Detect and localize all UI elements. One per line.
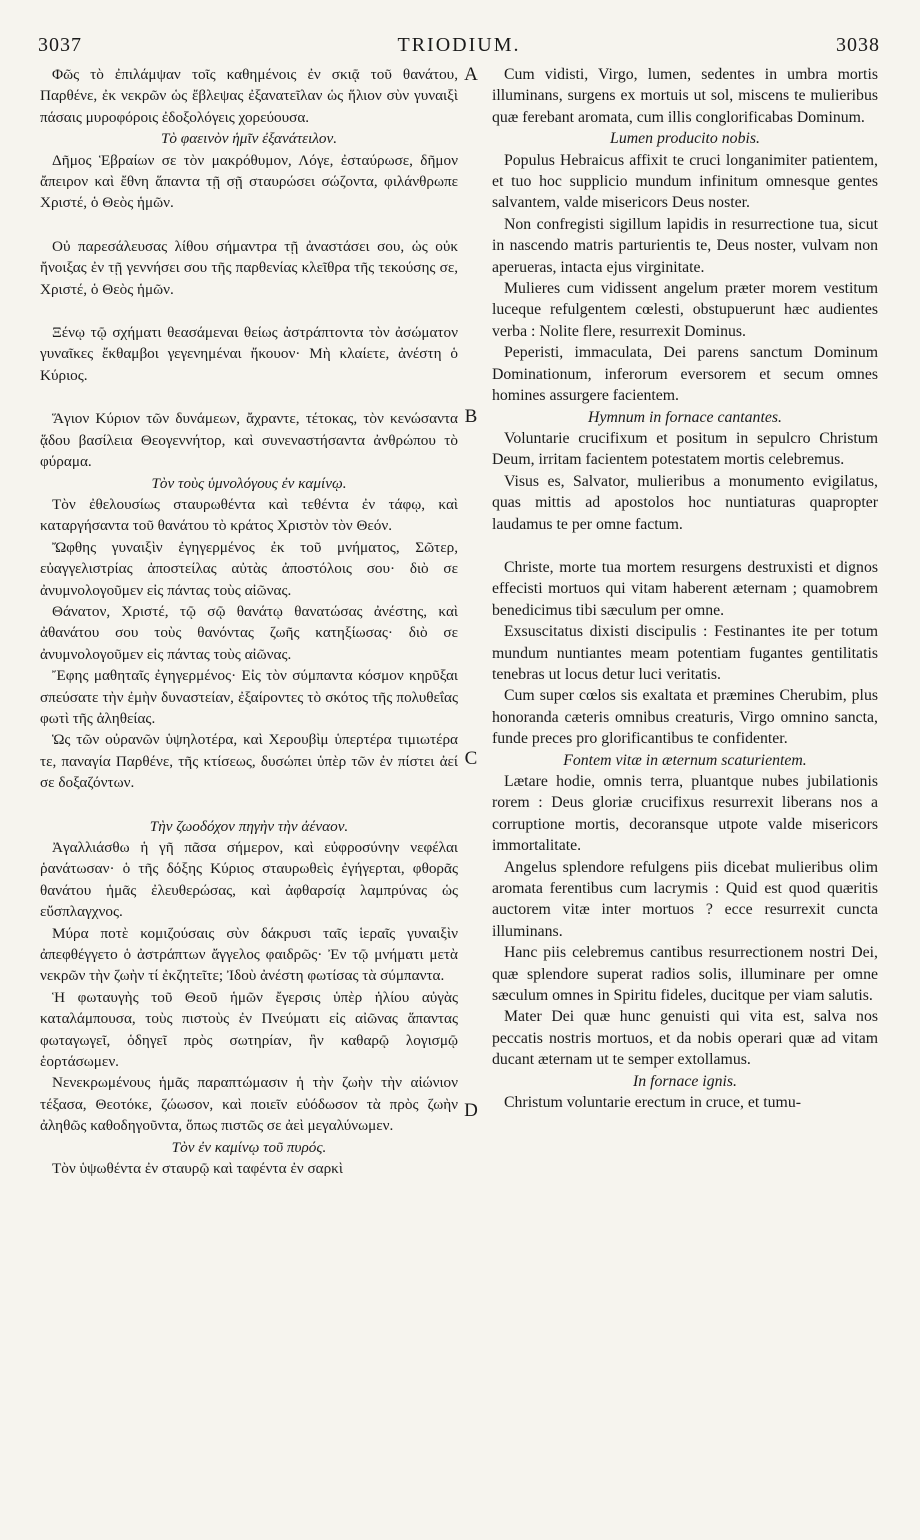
latin-paragraph: Exsuscitatus dixisti discipulis : Festinantes ite per totum mundum nuntiantes meam potentiam fugantes gentilitatis tenebras ut locus detur luci veritatis.	[492, 623, 878, 683]
latin-paragraph: Peperisti, immaculata, Dei parens sanctum Dominum Dominationum, inferorum eversorem et secum omnes homines assurgere facientem.	[492, 344, 878, 405]
greek-paragraph: Τὸν ἐθελουσίως σταυρωθέντα καὶ τεθέντα ἐν τάφῳ, καὶ καταργήσαντα τοῦ θανάτου τὸ κράτος Χριστὸν τὸν Θεόν.	[40, 495, 458, 535]
greek-paragraph: Νενεκρωμένους ἡμᾶς παραπτώμασιν ἡ τὴν ζωὴν τὴν αἰώνιον τέξασα, Θεοτόκε, ζώωσον, καὶ ποιεῖν εὐόδωσον τὰ πρὸς ζωὴν ἀληθῶς καθοδηγοῦντα, ὅπως πιστῶς σε ἀεὶ μεγαλύνωμεν.	[40, 1074, 458, 1135]
latin-paragraph: Non confregisti sigillum lapidis in resurrectione tua, sicut in nascendo matris parturientis te, Deus noster, vulvam non aperueras, intacta ejus virginitate.	[492, 215, 878, 276]
greek-paragraph: Τὸν ὑψωθέντα ἐν σταυρῷ καὶ ταφέντα ἐν σαρκὶ	[52, 1160, 343, 1178]
greek-column	[40, 64, 458, 1180]
latin-paragraph: Lætare hodie, omnis terra, pluantque nubes jubilationis rorem : Deus gloriæ crucifixus resurrexit liberans nos a corruptione mortis, decoransque utpote valde misericors immortalitate.	[492, 773, 878, 855]
section-marker-b: B	[464, 406, 478, 427]
greek-paragraph: Οὐ παρεσάλευσας λίθου σήμαντρα τῇ ἀναστάσει σου, ὡς οὐκ ἤνοιξας ἐν τῇ γεννήσει σου τῆς παρθενίας κλεῖθρα τῆς τεκούσης σε, Χριστέ, ὁ Θεὸς ἡμῶν.	[40, 237, 458, 298]
latin-heading: Lumen producito nobis.	[610, 130, 760, 148]
greek-paragraph: Ἅγιον Κύριον τῶν δυνάμεων, ἄχραντε, τέτοκας, τὸν κενώσαντα ᾅδου βασίλεια Θεογεννήτορ, καὶ συνεναστήσαντα ἀνθρώπου τὸ φύραμα.	[40, 410, 458, 471]
greek-paragraph: Φῶς τὸ ἐπιλάμψαν τοῖς καθημένοις ἐν σκιᾷ τοῦ θανάτου, Παρθένε, ἐκ νεκρῶν ὡς ἔβλεψας ἐξανατεῖλαν ὡς ἥλιον σὺν γυναιξὶ πάσαις μυροφόροις ἐδοξολόγεις χορεύουσα.	[40, 66, 458, 126]
greek-paragraph: Ἔφης μαθηταῖς ἐγηγερμένος· Εἰς τὸν σύμπαντα κόσμον κηρῦξαι σπεύσατε τὴν ἐμὴν δυναστείαν, ἐξαίροντες τὸ σκότος τῆς πολυθεΐας φωτὶ τῆς ἀληθείας.	[40, 667, 458, 727]
latin-column	[492, 64, 878, 1114]
greek-heading: Τὸν τοὺς ὑμνολόγους ἐν καμίνῳ.	[151, 474, 347, 492]
latin-paragraph: Populus Hebraicus affixit te cruci longanimiter patientem, et tuo hoc supplicio mundum infinitum omnesque gentes salvantem, valde misericors Deus noster.	[492, 151, 878, 212]
greek-heading: Τὴν ζωοδόχον πηγὴν τὴν ἀέναον.	[149, 817, 349, 835]
latin-heading: In fornace ignis.	[633, 1072, 737, 1090]
page-number-left: 3037	[38, 34, 82, 56]
latin-paragraph: Christe, morte tua mortem resurgens destruxisti et dignos effecisti mortuos qui vitam haberent æternam ; quamobrem benedicimus tibi sæculum per omne.	[492, 558, 878, 619]
latin-paragraph: Hanc piis celebremus cantibus resurrectionem nostri Dei, quæ splendore superat radios solis, illuminare per omne sæculum omnes in Spiritu fideles, ducitque per viam salutis.	[492, 944, 878, 1005]
spacer	[40, 300, 458, 322]
latin-heading: Hymnum in fornace cantantes.	[588, 408, 782, 426]
greek-paragraph: Ξένῳ τῷ σχήματι θεασάμεναι θείως ἀστράπτοντα τὸν ἀσώματον γυναῖκες ἔκθαμβοι γεγενημέναι ἤκουον· Μὴ κλαίετε, ἀνέστη ὁ Κύριος.	[40, 324, 458, 384]
latin-paragraph: Voluntarie crucifixum et positum in sepulcro Christum Deum, irritam facientem potestatem mortis celebremus.	[492, 429, 878, 469]
greek-paragraph: Θάνατον, Χριστέ, τῷ σῷ θανάτῳ θανατώσας ἀνέστης, καὶ ἀθανάτου σου τοὺς θανόντας ζωῆς κατηξίωσας· διὸ σε ἀνυμνολογοῦμεν εἰς πάντας τοὺς αἰῶνας.	[40, 602, 458, 663]
latin-paragraph: Mater Dei quæ hunc genuisti qui vita est, salva nos peccatis nostris mortuos, et da nobis operari quæ ad vitam ducant æternam ut te semper extollamus.	[492, 1008, 878, 1069]
page-number-right: 3038	[836, 34, 880, 56]
latin-paragraph: Cum super cœlos sis exaltata et præmines Cherubim, plus honoranda cæteris omnibus creaturis, Virgo omnino sancta, funde preces pro glorificantibus te confidenter.	[492, 687, 878, 748]
running-title: TRIODIUM.	[397, 34, 521, 56]
latin-paragraph: Christum voluntarie erectum in cruce, et tumu-	[504, 1094, 801, 1112]
latin-paragraph: Cum vidisti, Virgo, lumen, sedentes in umbra mortis illuminans, surgens ex mortuis ut sol, miscens te mulieribus quæ ferebant aromata, cum illis conglorificabas Dominum.	[492, 66, 878, 126]
greek-heading: Τὸ φαεινὸν ἡμῖν ἐξανάτειλον.	[160, 130, 338, 148]
section-marker-d: D	[464, 1100, 478, 1121]
running-header	[38, 34, 880, 60]
latin-paragraph: Angelus splendore refulgens piis dicebat mulieribus olim aromata ferentibus cum lacrymis : Quid est quod quæritis auctorem vitæ inter mortuos ? ecce resurrexit cuncta illuminans.	[492, 858, 878, 940]
latin-heading: Fontem vitæ in æternum scaturientem.	[563, 751, 807, 769]
spacer	[40, 214, 458, 236]
greek-paragraph: Δῆμος Ἑβραίων σε τὸν μακρόθυμον, Λόγε, ἐσταύρωσε, δῆμον ἄπειρον καὶ ἔθνη ἅπαντα τῇ σῇ σταυρώσει σώζοντα, φιλάνθρωπε Χριστέ, ὁ Θεὸς ἡμῶν.	[40, 151, 458, 212]
latin-paragraph: Mulieres cum vidissent angelum præter morem vestitum luceque refulgentem cœlesti, obstupuerunt hæc audientes verba : Nolite flere, resurrexit Dominus.	[492, 280, 878, 340]
greek-paragraph: Ἡ φωταυγὴς τοῦ Θεοῦ ἡμῶν ἔγερσις ὑπὲρ ἡλίου αὐγὰς καταλάμπουσα, τοὺς πιστοὺς ἐν Πνεύματι εἰς αἰῶνας ἅπαντας φωταγωγεῖ, ὁδηγεῖ πρὸς σωτηρίαν, ἣν καθαρῷ λογισμῷ ἑορτάσωμεν.	[40, 988, 458, 1071]
spacer	[492, 535, 878, 557]
section-marker-c: C	[464, 748, 478, 769]
greek-heading: Τὸν ἐν καμίνῳ τοῦ πυρός.	[171, 1138, 327, 1156]
greek-paragraph: Ὡς τῶν οὐρανῶν ὑψηλοτέρα, καὶ Χερουβὶμ ὑπερτέρα τιμιωτέρα τε, παναγία Παρθένε, τῆς κτίσεως, δυσώπει ὑπὲρ τῶν ἐν πίστει ἀεί σε δοξαζόντων.	[40, 731, 458, 792]
greek-paragraph: Ἀγαλλιάσθω ἡ γῆ πᾶσα σήμερον, καὶ εὐφροσύνην νεφέλαι ῥανάτωσαν· ὁ τῆς δόξης Κύριος σταυρωθεὶς ἐγήγερται, φθορᾶς θανάτου ἡμᾶς ἐλευθερώσας, καὶ ἀφθαρσίᾳ λαμπρύνας ὡς εὔσπλαγχνος.	[40, 839, 458, 921]
greek-paragraph: Ὤφθης γυναιξὶν ἐγηγερμένος ἐκ τοῦ μνήματος, Σῶτερ, εὐαγγελιστρίας ἀποστείλας αὐτὰς ἀποστόλοις σου· διὸ σε ἀνυμνολογοῦμεν εἰς πάντας τοὺς αἰῶνας.	[40, 538, 458, 599]
latin-paragraph: Visus es, Salvator, mulieribus a monumento evigilatus, quas mittis ad apostolos hoc nuntiaturas quapropter laudamus te per omne factum.	[492, 472, 878, 533]
section-marker-a: A	[464, 64, 478, 85]
greek-paragraph: Μύρα ποτὲ κομιζούσαις σὺν δάκρυσι ταῖς ἱεραῖς γυναιξὶν ἀπεφθέγγετο ὁ ἀστράπτων ἄγγελος φαιδρῶς· Ἐν τῷ μνήματι μετὰ νεκρῶν τὴν ζωὴν τί ἐκζητεῖτε; Ἰδοὺ ἀνέστη φωτίσας τὰ σύμπαντα.	[40, 924, 458, 985]
spacer	[40, 386, 458, 408]
spacer	[40, 794, 458, 816]
